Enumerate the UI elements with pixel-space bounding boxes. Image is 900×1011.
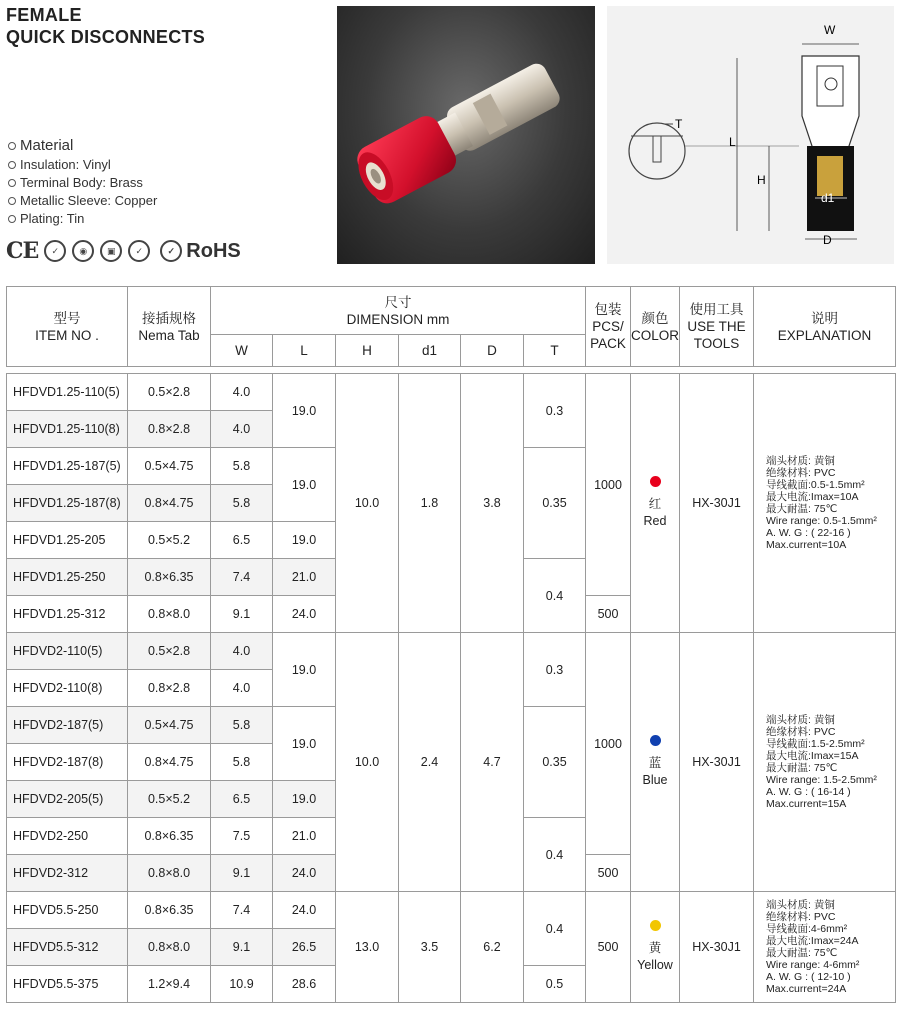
page-title xyxy=(6,4,205,48)
dim-d: 6.2 xyxy=(461,892,524,1003)
material-plating: Plating: Tin xyxy=(20,211,85,226)
expl-line: Wire range: 0.5-1.5mm² xyxy=(766,515,877,527)
col-header-d1: d1 xyxy=(399,335,461,367)
expl-line: 绝缘材料: PVC xyxy=(766,467,836,479)
col-header-w: W xyxy=(211,335,273,367)
material-item xyxy=(8,192,157,210)
dim-t: 0.4 xyxy=(524,818,586,892)
color-en: Yellow xyxy=(637,958,673,972)
dim-w: 10.9 xyxy=(211,966,273,1003)
item-no: HFDVD1.25-205 xyxy=(7,522,128,559)
quality-cert-icon: ◉ xyxy=(72,240,94,262)
material-sleeve: Metallic Sleeve: Copper xyxy=(20,193,158,208)
dim-t: 0.35 xyxy=(524,707,586,818)
dim-l: 19.0 xyxy=(273,522,336,559)
material-heading: Material xyxy=(20,137,74,154)
dim-w: 6.5 xyxy=(211,522,273,559)
header-dim-cn: 尺寸 xyxy=(384,294,412,310)
item-no: HFDVD5.5-375 xyxy=(7,966,128,1003)
nema-tab: 0.8×2.8 xyxy=(128,670,211,707)
expl-line: 导线截面:1.5-2.5mm² xyxy=(766,738,865,750)
dim-w: 4.0 xyxy=(211,670,273,707)
explanation xyxy=(754,374,896,633)
expl-line: 端头材质: 黄铜 xyxy=(766,714,835,726)
dim-l: 19.0 xyxy=(273,781,336,818)
color-en: Red xyxy=(643,514,667,528)
header-expl-en: EXPLANATION xyxy=(777,327,872,343)
item-no: HFDVD1.25-187(5) xyxy=(7,448,128,485)
expl-line: 绝缘材料: PVC xyxy=(766,911,836,923)
nema-tab: 0.5×4.75 xyxy=(128,707,211,744)
dim-l: 28.6 xyxy=(273,966,336,1003)
item-no: HFDVD2-110(5) xyxy=(7,633,128,670)
dim-l: 19.0 xyxy=(273,707,336,781)
nema-tab: 0.8×4.75 xyxy=(128,485,211,522)
item-no: HFDVD1.25-187(8) xyxy=(7,485,128,522)
dim-t: 0.3 xyxy=(524,374,586,448)
nema-tab: 0.8×2.8 xyxy=(128,411,211,448)
dim-t: 0.4 xyxy=(524,559,586,633)
expl-line: A. W. G : ( 16-14 ) xyxy=(766,786,851,798)
dim-h: 13.0 xyxy=(336,892,399,1003)
color-cell xyxy=(631,374,680,633)
product-photo xyxy=(337,6,595,264)
bullet-icon xyxy=(8,161,16,169)
item-no: HFDVD2-110(8) xyxy=(7,670,128,707)
nema-tab: 0.5×4.75 xyxy=(128,448,211,485)
color-cell xyxy=(631,892,680,1003)
expl-line: 最大耐温: 75℃ xyxy=(766,762,838,774)
nema-tab: 0.5×2.8 xyxy=(128,633,211,670)
dim-t: 0.3 xyxy=(524,633,586,707)
dim-d1: 1.8 xyxy=(399,374,461,633)
nema-tab: 0.8×6.35 xyxy=(128,559,211,596)
header-tools-en1: USE THE xyxy=(687,319,746,334)
header-pack-en2: PACK xyxy=(590,336,626,351)
tool: HX-30J1 xyxy=(680,374,754,633)
dim-d1: 3.5 xyxy=(399,892,461,1003)
spec-table xyxy=(6,286,896,1003)
nema-tab: 0.8×6.35 xyxy=(128,818,211,855)
header-item-cn: 型号 xyxy=(53,310,81,326)
item-no: HFDVD5.5-312 xyxy=(7,929,128,966)
dim-w: 7.5 xyxy=(211,818,273,855)
col-header-nema xyxy=(128,287,211,367)
pack-qty: 500 xyxy=(586,892,631,1003)
sgs-cert-icon: ✓ xyxy=(128,240,150,262)
dim-l: 19.0 xyxy=(273,374,336,448)
material-heading-row xyxy=(8,136,157,156)
header-item-en: ITEM NO . xyxy=(35,327,99,343)
rohs-mark xyxy=(160,240,240,263)
rohs-label: RoHS xyxy=(186,239,241,262)
pack-qty: 1000 xyxy=(586,374,631,596)
header-nema-cn: 接插规格 xyxy=(142,310,196,326)
dim-w: 7.4 xyxy=(211,559,273,596)
ce-mark-icon: CE xyxy=(6,238,39,264)
dim-t: 0.4 xyxy=(524,892,586,966)
col-header-dimension xyxy=(211,287,586,335)
col-header-explanation xyxy=(754,287,896,367)
certification-logos xyxy=(6,236,241,266)
dim-d1: 2.4 xyxy=(399,633,461,892)
expl-line: 最大电流:Imax=10A xyxy=(766,491,859,503)
material-terminal-body: Terminal Body: Brass xyxy=(20,175,143,190)
color-cn: 蓝 xyxy=(648,756,662,770)
color-cn: 黄 xyxy=(648,941,662,955)
dim-w: 4.0 xyxy=(211,633,273,670)
color-en: Blue xyxy=(642,773,668,787)
dim-t: 0.35 xyxy=(524,448,586,559)
dim-w: 4.0 xyxy=(211,374,273,411)
bullet-icon xyxy=(8,197,16,205)
material-item xyxy=(8,174,157,192)
col-header-d: D xyxy=(461,335,524,367)
drawing-label-l: L xyxy=(729,135,736,149)
drawing-label-d1: d1 xyxy=(821,191,835,205)
bullet-icon xyxy=(8,142,16,150)
col-header-t: T xyxy=(524,335,586,367)
header-tools-en2: TOOLS xyxy=(693,336,740,351)
item-no: HFDVD5.5-250 xyxy=(7,892,128,929)
standard-cert-icon: ▣ xyxy=(100,240,122,262)
expl-line: 绝缘材料: PVC xyxy=(766,726,836,738)
nema-tab: 0.5×5.2 xyxy=(128,781,211,818)
item-no: HFDVD2-205(5) xyxy=(7,781,128,818)
dim-h: 10.0 xyxy=(336,633,399,892)
item-no: HFDVD1.25-110(5) xyxy=(7,374,128,411)
col-header-l: L xyxy=(273,335,336,367)
material-list xyxy=(8,136,157,228)
header-nema-en: Nema Tab xyxy=(138,327,200,343)
nema-tab: 0.8×8.0 xyxy=(128,855,211,892)
nema-tab: 0.8×8.0 xyxy=(128,596,211,633)
nema-tab: 1.2×9.4 xyxy=(128,966,211,1003)
expl-line: 导线截面:4-6mm² xyxy=(766,923,848,935)
dim-w: 9.1 xyxy=(211,929,273,966)
dim-l: 21.0 xyxy=(273,559,336,596)
dim-h: 10.0 xyxy=(336,374,399,633)
material-item xyxy=(8,156,157,174)
expl-line: Max.current=10A xyxy=(766,539,847,551)
header-pack-en1: PCS/ xyxy=(592,319,624,334)
col-header-pack xyxy=(586,287,631,367)
header-expl-cn: 说明 xyxy=(811,310,839,326)
expl-line: 最大耐温: 75℃ xyxy=(766,947,838,959)
explanation xyxy=(754,633,896,892)
red-dot-icon xyxy=(650,476,661,487)
expl-line: Max.current=15A xyxy=(766,798,847,810)
drawing-label-h: H xyxy=(757,173,766,187)
dim-w: 6.5 xyxy=(211,781,273,818)
col-header-h: H xyxy=(336,335,399,367)
tool: HX-30J1 xyxy=(680,892,754,1003)
dim-w: 9.1 xyxy=(211,596,273,633)
yellow-dot-icon xyxy=(650,920,661,931)
dim-l: 24.0 xyxy=(273,596,336,633)
blue-dot-icon xyxy=(650,735,661,746)
dim-l: 24.0 xyxy=(273,892,336,929)
bullet-icon xyxy=(8,215,16,223)
item-no: HFDVD1.25-250 xyxy=(7,559,128,596)
nema-tab: 0.8×6.35 xyxy=(128,892,211,929)
nema-tab: 0.5×2.8 xyxy=(128,374,211,411)
col-header-color xyxy=(631,287,680,367)
dimension-diagram xyxy=(607,6,894,264)
expl-line: 最大耐温: 75℃ xyxy=(766,503,838,515)
header-tools-cn: 使用工具 xyxy=(689,302,744,317)
color-cn: 红 xyxy=(648,497,662,511)
dim-l: 19.0 xyxy=(273,448,336,522)
expl-line: Wire range: 1.5-2.5mm² xyxy=(766,774,877,786)
nema-tab: 0.8×8.0 xyxy=(128,929,211,966)
expl-line: Max.current=24A xyxy=(766,983,847,995)
expl-line: 端头材质: 黄铜 xyxy=(766,455,835,467)
color-cell xyxy=(631,633,680,892)
pack-qty: 1000 xyxy=(586,633,631,855)
item-no: HFDVD2-250 xyxy=(7,818,128,855)
dim-t: 0.5 xyxy=(524,966,586,1003)
item-no: HFDVD2-187(8) xyxy=(7,744,128,781)
expl-line: A. W. G : ( 22-16 ) xyxy=(766,527,851,539)
drawing-label-w: W xyxy=(824,23,836,37)
dim-w: 5.8 xyxy=(211,485,273,522)
item-no: HFDVD1.25-312 xyxy=(7,596,128,633)
item-no: HFDVD2-312 xyxy=(7,855,128,892)
dim-w: 5.8 xyxy=(211,744,273,781)
dim-w: 9.1 xyxy=(211,855,273,892)
dim-l: 24.0 xyxy=(273,855,336,892)
dim-l: 21.0 xyxy=(273,818,336,855)
dim-w: 7.4 xyxy=(211,892,273,929)
drawing-label-d: D xyxy=(823,233,832,247)
dim-l: 19.0 xyxy=(273,633,336,707)
explanation xyxy=(754,892,896,1003)
expl-line: Wire range: 4-6mm² xyxy=(766,959,860,971)
rohs-check-icon: ✓ xyxy=(160,240,182,262)
expl-line: A. W. G : ( 12-10 ) xyxy=(766,971,851,983)
expl-line: 最大电流:Imax=24A xyxy=(766,935,859,947)
material-insulation: Insulation: Vinyl xyxy=(20,157,111,172)
dim-w: 4.0 xyxy=(211,411,273,448)
expl-line: 端头材质: 黄铜 xyxy=(766,899,835,911)
expl-line: 最大电流:Imax=15A xyxy=(766,750,859,762)
item-no: HFDVD2-187(5) xyxy=(7,707,128,744)
dim-l: 26.5 xyxy=(273,929,336,966)
title-line-2: QUICK DISCONNECTS xyxy=(6,27,206,47)
col-header-item xyxy=(7,287,128,367)
tool: HX-30J1 xyxy=(680,633,754,892)
pack-qty: 500 xyxy=(586,596,631,633)
dim-d: 4.7 xyxy=(461,633,524,892)
header-color-cn: 颜色 xyxy=(641,310,669,326)
nema-tab: 0.8×4.75 xyxy=(128,744,211,781)
nema-tab: 0.5×5.2 xyxy=(128,522,211,559)
dim-w: 5.8 xyxy=(211,448,273,485)
title-line-1: FEMALE xyxy=(6,5,82,25)
bullet-icon xyxy=(8,179,16,187)
dim-d: 3.8 xyxy=(461,374,524,633)
material-item xyxy=(8,210,157,228)
dim-w: 5.8 xyxy=(211,707,273,744)
header-pack-cn: 包装 xyxy=(594,302,622,317)
header-color-en: COLOR xyxy=(631,327,680,343)
expl-line: 导线截面:0.5-1.5mm² xyxy=(766,479,865,491)
terminal-photo-icon xyxy=(337,6,595,264)
check-cert-icon: ✓ xyxy=(44,240,66,262)
dimension-drawing xyxy=(607,6,894,264)
pack-qty: 500 xyxy=(586,855,631,892)
col-header-tools xyxy=(680,287,754,367)
header-dim-en: DIMENSION mm xyxy=(346,311,450,327)
drawing-label-t: T xyxy=(675,117,683,131)
item-no: HFDVD1.25-110(8) xyxy=(7,411,128,448)
